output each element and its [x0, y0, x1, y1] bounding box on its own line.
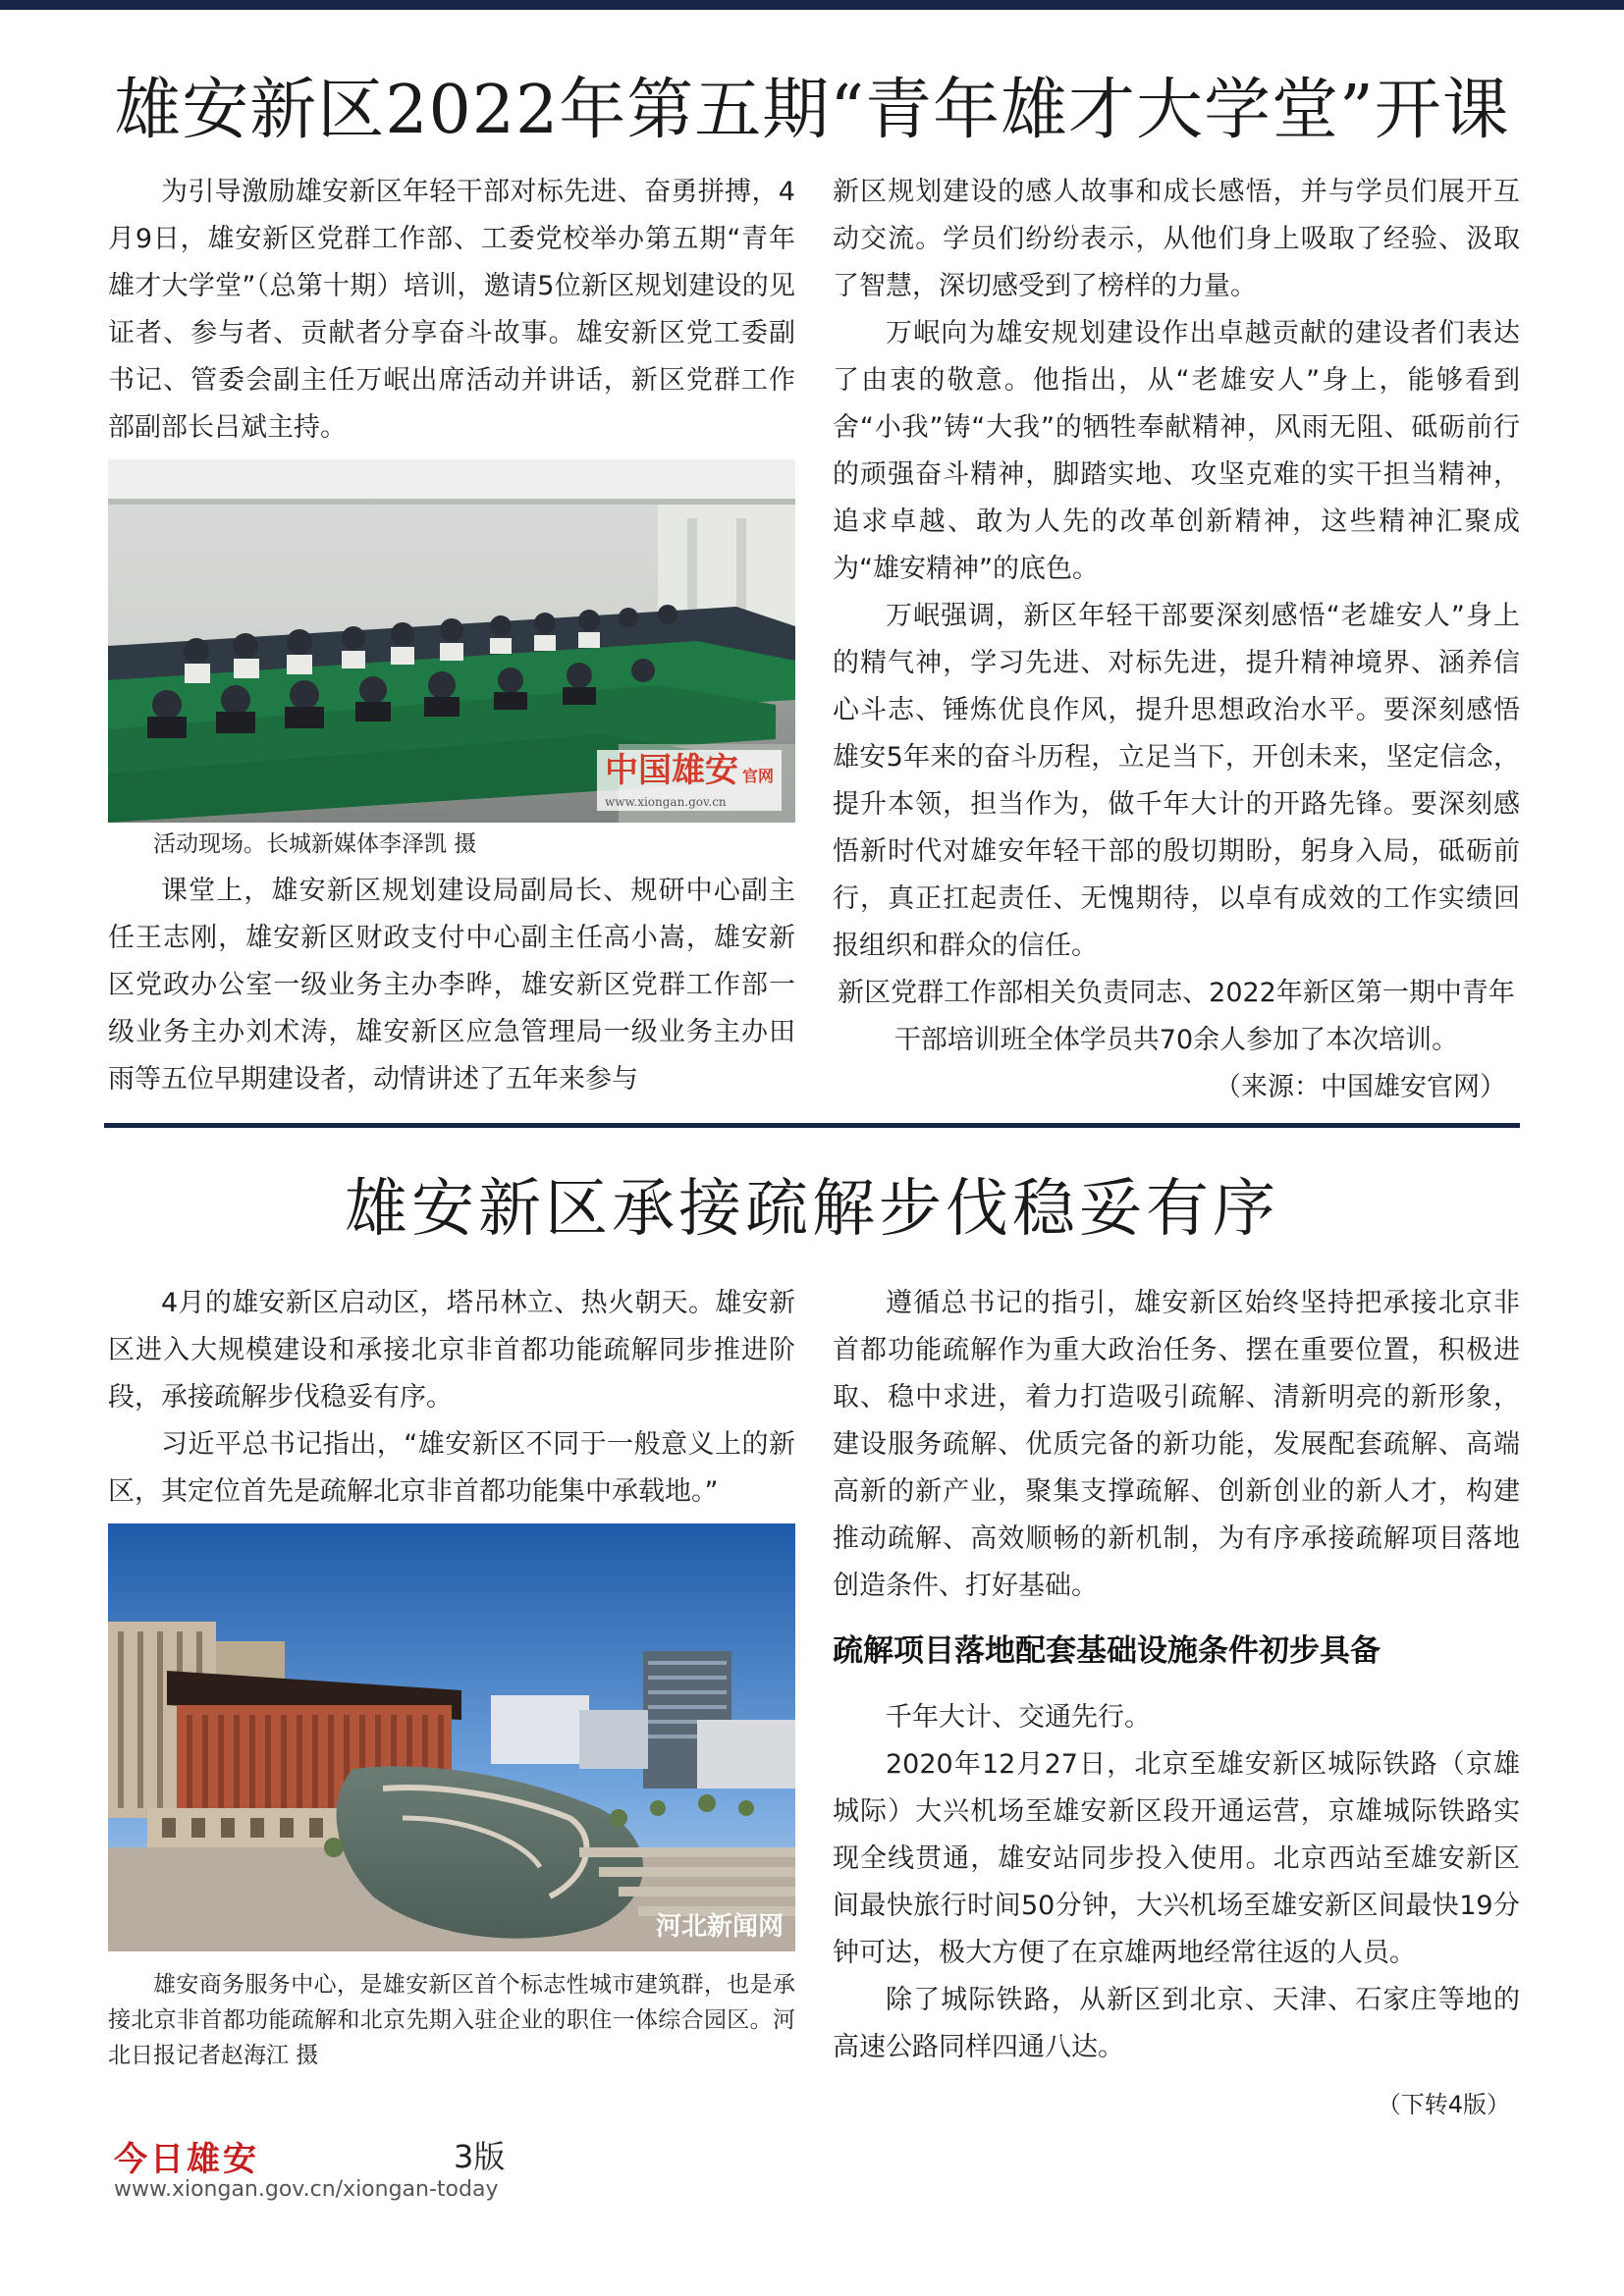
article2-photo-caption: 雄安商务服务中心，是雄安新区首个标志性城市建筑群，也是承接北京非首都功能疏解和北京先期入驻企业的职住一体综合园区。河北日报记者赵海江 摄: [108, 1972, 795, 2068]
article2-photo: [108, 1523, 795, 1951]
article1-paragraph: 课堂上，雄安新区规划建设局副局长、规研中心副主任王志刚，雄安新区财政支付中心副主任高小嵩，雄安新区党政办公室一级业务主办李晔，雄安新区党群工作部一级业务主办刘术涛，雄安新区应急管理局一级业务主办田雨等五位早期建设者，动情讲述了五年来参与: [108, 876, 795, 1095]
section-divider: [104, 1123, 1520, 1128]
continued-note: （下转4版）: [1377, 2091, 1510, 2118]
article1-right-column: [833, 169, 1520, 1111]
article1-paragraph: 万岷强调，新区年轻干部要深刻感悟“老雄安人”身上的精气神，学习先进、对标先进，提升精神境界、涵养信心斗志、锤炼优良作风，提升思想政治水平。要深刻感悟雄安5年来的奋斗历程，立足当下，开创未来，坚定信念，提升本领，担当作为，做千年大计的开路先锋。要深刻感悟新时代对雄安年轻干部的殷切期盼，躬身入局，砥砺前行，真正扛起责任、无愧期待，以卓有成效的工作实绩回报组织和群众的信任。: [833, 601, 1520, 961]
photo-watermark-url: www.xiongan.gov.cn: [604, 795, 727, 809]
article1-paragraph: 新区党群工作部相关负责同志、2022年新区第一期中青年干部培训班全体学员共70余人参加了本次培训。: [838, 978, 1515, 1055]
article2-right-column: [833, 1280, 1520, 2128]
article1-left-column: [108, 169, 795, 1103]
photo-watermark: [597, 750, 782, 811]
article1-paragraph: 为引导激励雄安新区年轻干部对标先进、奋勇拼搏，4月9日，雄安新区党群工作部、工委党校举办第五期“青年雄才大学堂”（总第十期）培训，邀请5位新区规划建设的见证者、参与者、贡献者分享奋斗故事。雄安新区党工委副书记、管委会副主任万岷出席活动并讲话，新区党群工作部副部长吕斌主持。: [108, 177, 795, 443]
photo-watermark: 河北新闻网: [655, 1912, 784, 1942]
article2-left-column: [108, 1280, 795, 2079]
article1-paragraph: 新区规划建设的感人故事和成长感悟，并与学员们展开互动交流。学员们纷纷表示，从他们身上吸取了经验、汲取了智慧，深切感受到了榜样的力量。: [833, 177, 1520, 301]
article1-title: 雄安新区2022年第五期“青年雄才大学堂”开课: [114, 72, 1510, 149]
article2-paragraph: 除了城际铁路，从新区到北京、天津、石家庄等地的高速公路同样四通八达。: [833, 1985, 1520, 2062]
publication-logo: 今日雄安: [114, 2140, 259, 2179]
article1-photo-caption: 活动现场。长城新媒体李泽凯 摄: [153, 831, 477, 857]
article1-source: （来源：中国雄安官网）: [1215, 1072, 1506, 1102]
photo-watermark-tag: 官网: [741, 767, 774, 785]
publication-url[interactable]: www.xiongan.gov.cn/xiongan-today: [114, 2177, 499, 2202]
business-center-photo: [108, 1523, 795, 1951]
photo-watermark-text: 中国雄安: [604, 751, 738, 790]
article2-paragraph: 千年大计、交通先行。: [886, 1702, 1151, 1733]
article1-photo: [108, 459, 795, 823]
top-color-bar: [0, 0, 1624, 10]
article2-paragraph: 习近平总书记指出，“雄安新区不同于一般意义上的新区，其定位首先是疏解北京非首都功能集中承载地。”: [108, 1429, 795, 1507]
article2-title: 雄安新区承接疏解步伐稳妥有序: [345, 1173, 1279, 1246]
page-number: 3版: [454, 2138, 506, 2175]
article2-paragraph: 遵循总书记的指引，雄安新区始终坚持把承接北京非首都功能疏解作为重大政治任务、摆在重要位置，积极进取、稳中求进，着力打造吸引疏解、清新明亮的新形象，建设服务疏解、优质完备的新功能，发展配套疏解、高端高新的新产业，聚集支撑疏解、创新创业的新人才，构建推动疏解、高效顺畅的新机制，为有序承接疏解项目落地创造条件、打好基础。: [833, 1288, 1520, 1601]
article1-paragraph: 万岷向为雄安规划建设作出卓越贡献的建设者们表达了由衷的敬意。他指出，从“老雄安人”身上，能够看到舍“小我”铸“大我”的牺牲奉献精神，风雨无阻、砥砺前行的顽强奋斗精神，脚踏实地、攻坚克难的实干担当精神，追求卓越、敢为人先的改革创新精神，这些精神汇聚成为“雄安精神”的底色。: [833, 318, 1520, 584]
article2-subheading: 疏解项目落地配套基础设施条件初步具备: [833, 1633, 1380, 1669]
article2-paragraph: 2020年12月27日，北京至雄安新区城际铁路（京雄城际）大兴机场至雄安新区段开通运营，京雄城际铁路实现全线贯通，雄安站同步投入使用。北京西站至雄安新区间最快旅行时间50分钟，大兴机场至雄安新区间最快19分钟可达，极大方便了在京雄两地经常往返的人员。: [833, 1749, 1520, 1968]
article2-paragraph: 4月的雄安新区启动区，塔吊林立、热火朝天。雄安新区进入大规模建设和承接北京非首都功能疏解同步推进阶段，承接疏解步伐稳妥有序。: [108, 1288, 795, 1413]
